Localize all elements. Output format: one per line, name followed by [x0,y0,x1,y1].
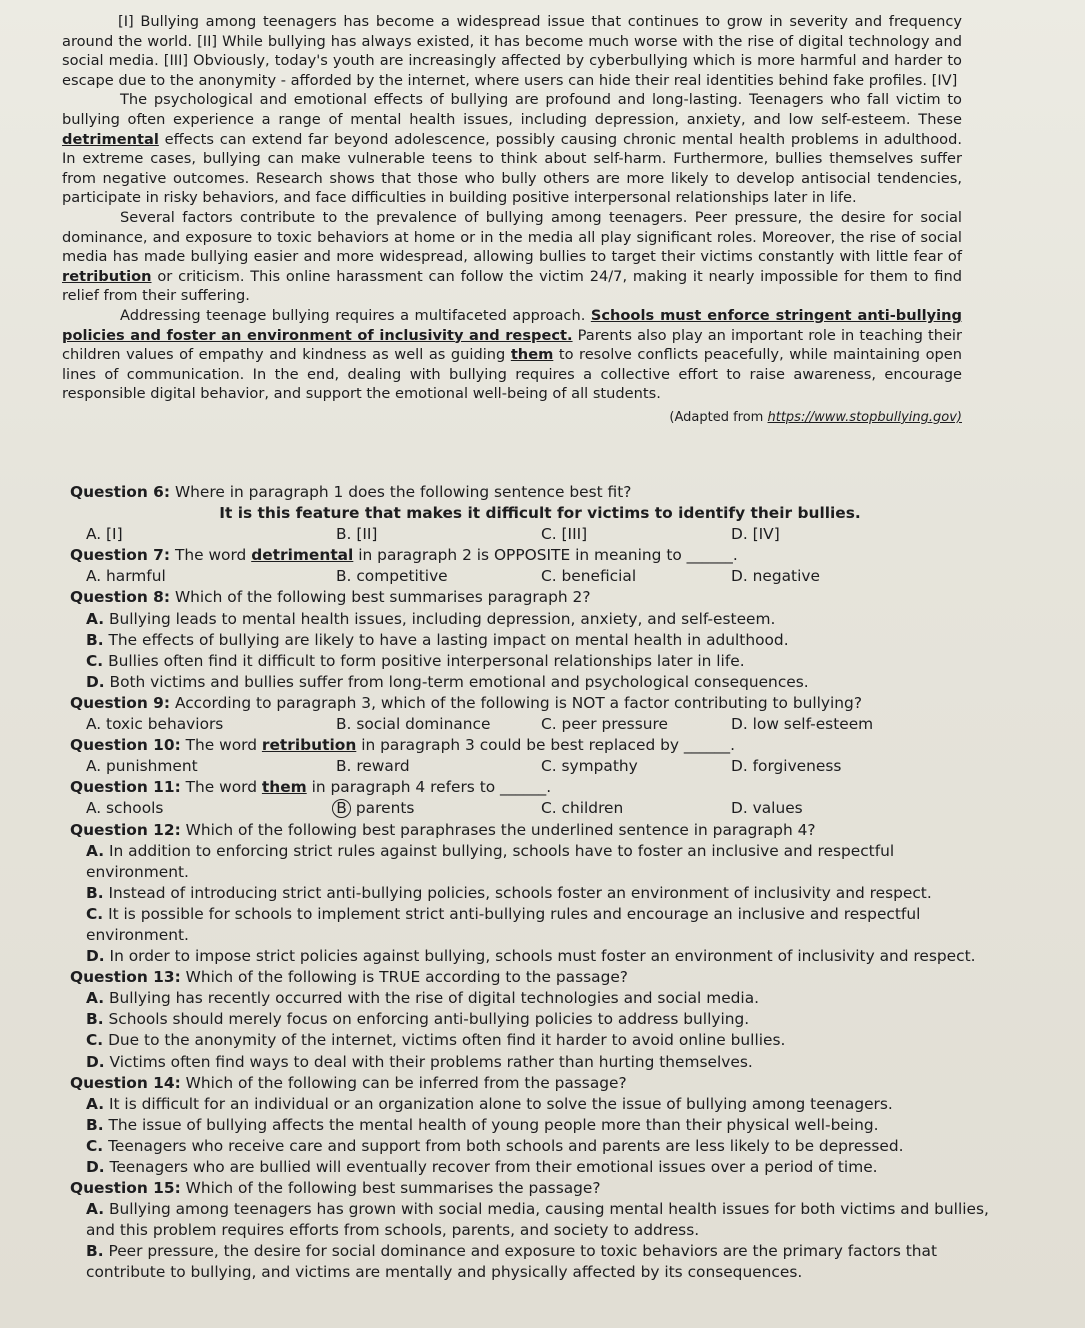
option-a[interactable]: A. It is difficult for an individual or an organization alone to solve the issue of bullying among teenagers. [86,1094,893,1113]
option-d[interactable]: D. Victims often find ways to deal with their problems rather than hurting themselves. [86,1052,753,1071]
option-c[interactable]: C. [III] [541,525,588,544]
underlined-sentence: Schools must enforce stringent anti-bullying policies and foster an environment of inclusivity and respect. [62,306,962,344]
option-b[interactable]: B. Instead of introducing strict anti-bullying policies, schools foster an environment of inclusivity and respect. [86,883,932,902]
option-a[interactable]: A. In addition to enforcing strict rules against bullying, schools have to foster an inclusive and respectful environment. [86,841,895,881]
option-b[interactable]: B. Peer pressure, the desire for social dominance and exposure to toxic behaviors are the primary factors that contribute to bullying, and victims are mentally and physically affected by its consequences. [86,1242,938,1282]
option-a[interactable]: A. Bullying has recently occurred with the rise of digital technologies and social media. [86,989,760,1008]
question-list [40,482,1000,1284]
circled-answer-mark: B [332,799,351,818]
word-them: them [510,346,554,364]
question-11: Question 11: The word them in paragraph 4 refers to ______. A. schools B parents C. children D. values [40,777,1000,819]
option-b[interactable]: B. Schools should merely focus on enforcing anti-bullying policies to address bullying. [86,1010,750,1029]
question-8: Question 8: Which of the following best summarises paragraph 2? A. Bullying leads to mental health issues, including depression, anxiety, and self-esteem. B. The effects of bullying are likely to have a lasting impact on mental health in adulthood. C. Bullies often find it difficult to form positive interpersonal relationships later in life. D. Both victims and bullies suffer from long-term emotional and psychological consequences. [40,587,1000,692]
source-citation: (Adapted from https://www.stopbullying.gov) [669,409,962,425]
option-a[interactable]: A. Bullying among teenagers has grown with social media, causing mental health issues for both victims and bullies, and this problem requires efforts from schools, parents, and society to address. [86,1200,989,1240]
option-b[interactable]: B. The effects of bullying are likely to have a lasting impact on mental health in adulthood. [86,630,789,649]
option-b[interactable]: B. reward [336,757,410,776]
word-detrimental: detrimental [62,130,159,148]
option-c[interactable]: C. children [541,799,624,818]
question-7: Question 7: The word detrimental in paragraph 2 is OPPOSITE in meaning to ______. A. harmful B. competitive C. beneficial D. negative [40,545,1000,587]
option-c[interactable]: C. It is possible for schools to implement strict anti-bullying rules and encourage an inclusive and respectful environment. [86,904,921,944]
target-sentence: It is this feature that makes it difficult for victims to identify their bullies. [219,504,861,523]
option-b[interactable]: B. social dominance [336,715,491,734]
option-a[interactable]: A. [I] [86,525,123,544]
source-link[interactable]: https://www.stopbullying.gov) [767,409,962,425]
option-d[interactable]: D. Both victims and bullies suffer from long-term emotional and psychological consequences. [86,672,809,691]
word-retribution: retribution [62,267,152,285]
option-a[interactable]: A. toxic behaviors [86,715,224,734]
option-b[interactable]: B. [II] [336,525,378,544]
option-d[interactable]: D. [IV] [731,525,780,544]
option-d[interactable]: D. In order to impose strict policies against bullying, schools must foster an environment of inclusivity and respect. [86,947,976,966]
paragraph-3: Several factors contribute to the prevalence of bullying among teenagers. Peer pressure, the desire for social dominance, and exposure to toxic behaviors at home or in the media all play significant roles. Moreover, the rise of social media has made bullying easier and more widespread, allowing bullies to target their victims constantly with little fear of retribution or criticism. This online harassment can follow the victim 24/7, making it nearly impossible for them to find relief from their suffering. [62,208,962,305]
paragraph-2: The psychological and emotional effects of bullying are profound and long-lasting. Teenagers who fall victim to bullying often experience a range of mental health issues, including depression, anxiety, and low self-esteem. These detrimental effects can extend far beyond adolescence, possibly causing chronic mental health problems in adulthood. In extreme cases, bullying can make vulnerable teens to think about self-harm. Furthermore, bullies themselves suffer from negative outcomes. Research shows that those who bully others are more likely to develop antisocial tendencies, participate in risky behaviors, and face difficulties in building positive interpersonal relationships later in life. [62,91,963,207]
option-b[interactable]: B. competitive [336,567,448,586]
option-d[interactable]: D. Teenagers who are bullied will eventually recover from their emotional issues over a period of time. [86,1158,878,1176]
question-14: Question 14: Which of the following can be inferred from the passage? A. It is difficult for an individual or an organization alone to solve the issue of bullying among teenagers. B. The issue of bullying affects the mental health of young people more than their physical well-being. C. Teenagers who receive care and support from both schools and parents are less likely to be depressed. D. Teenagers who are bullied will eventually recover from their emotional issues over a period of time. [40,1073,1000,1178]
question-6: Question 6: Where in paragraph 1 does the following sentence best fit? It is this feature that makes it difficult for victims to identify their bullies. A. [I] B. [II] C. [III] D. [IV] [40,482,1000,545]
option-d[interactable]: D. forgiveness [731,757,842,776]
question-10: Question 10: The word retribution in paragraph 3 could be best replaced by ______. A. punishment B. reward C. sympathy D. forgiveness [40,735,1000,777]
option-c[interactable]: C. Due to the anonymity of the internet, victims often find it harder to avoid online bullies. [86,1031,786,1050]
option-b[interactable]: B. The issue of bullying affects the mental health of young people more than their physical well-being. [86,1115,879,1134]
option-a[interactable]: A. Bullying leads to mental health issues, including depression, anxiety, and self-esteem. [86,609,776,628]
question-15: Question 15: Which of the following best summarises the passage? A. Bullying among teenagers has grown with social media, causing mental health issues for both victims and bullies, and this problem requires efforts from schools, parents, and society to address. B. Peer pressure, the desire for social dominance and exposure to toxic behaviors are the primary factors that contribute to bullying, and victims are mentally and physically affected by its consequences. [40,1178,1000,1283]
option-c[interactable]: C. beneficial [541,567,637,586]
option-d[interactable]: D. negative [731,567,820,586]
option-a[interactable]: A. punishment [86,757,198,776]
question-9: Question 9: According to paragraph 3, which of the following is NOT a factor contributing to bullying? A. toxic behaviors B. social dominance C. peer pressure D. low self-esteem [40,693,1000,735]
option-c[interactable]: C. peer pressure [541,715,668,734]
option-a[interactable]: A. schools [86,799,164,818]
option-c[interactable]: C. sympathy [541,757,638,776]
option-d[interactable]: D. values [731,799,803,818]
paragraph-1: [I] Bullying among teenagers has become a widespread issue that continues to grow in severity and frequency around the world. [II] While bullying has always existed, it has become much worse with the rise of digital technology and social media. [III] Obviously, today's youth are increasingly affected by cyberbullying which is more harmful and harder to escape due to the anonymity - afforded by the internet, where users can hide their real identities behind fake profiles. [IV] [62,13,962,89]
reading-passage [62,12,962,427]
option-c[interactable]: C. Teenagers who receive care and support from both schools and parents are less likely to be depressed. [86,1136,904,1155]
option-d[interactable]: D. low self-esteem [731,715,874,734]
question-12: Question 12: Which of the following best paraphrases the underlined sentence in paragraph 4? A. In addition to enforcing strict rules against bullying, schools have to foster an inclusive and respectful environment. B. Instead of introducing strict anti-bullying policies, schools foster an environment of inclusivity and respect. C. It is possible for schools to implement strict anti-bullying rules and encourage an inclusive and respectful environment. D. In order to impose strict policies against bullying, schools must foster an environment of inclusivity and respect. [40,820,1000,968]
paragraph-4: Addressing teenage bullying requires a multifaceted approach. Schools must enforce stringent anti-bullying policies and foster an environment of inclusivity and respect. Parents also play an important role in teaching their children values of empathy and kindness as well as guiding them to resolve conflicts peacefully, while maintaining open lines of communication. In the end, dealing with bullying requires a collective effort to raise awareness, encourage responsible digital behavior, and support the emotional well-being of all students. [62,306,962,403]
option-b[interactable]: B parents [336,798,541,819]
question-13: Question 13: Which of the following is TRUE according to the passage? A. Bullying has recently occurred with the rise of digital technologies and social media. B. Schools should merely focus on enforcing anti-bullying policies to address bullying. C. Due to the anonymity of the internet, victims often find it harder to avoid online bullies. D. Victims often find ways to deal with their problems rather than hurting themselves. [40,967,1000,1072]
option-c[interactable]: C. Bullies often find it difficult to form positive interpersonal relationships later in life. [86,651,745,670]
option-a[interactable]: A. harmful [86,567,166,586]
